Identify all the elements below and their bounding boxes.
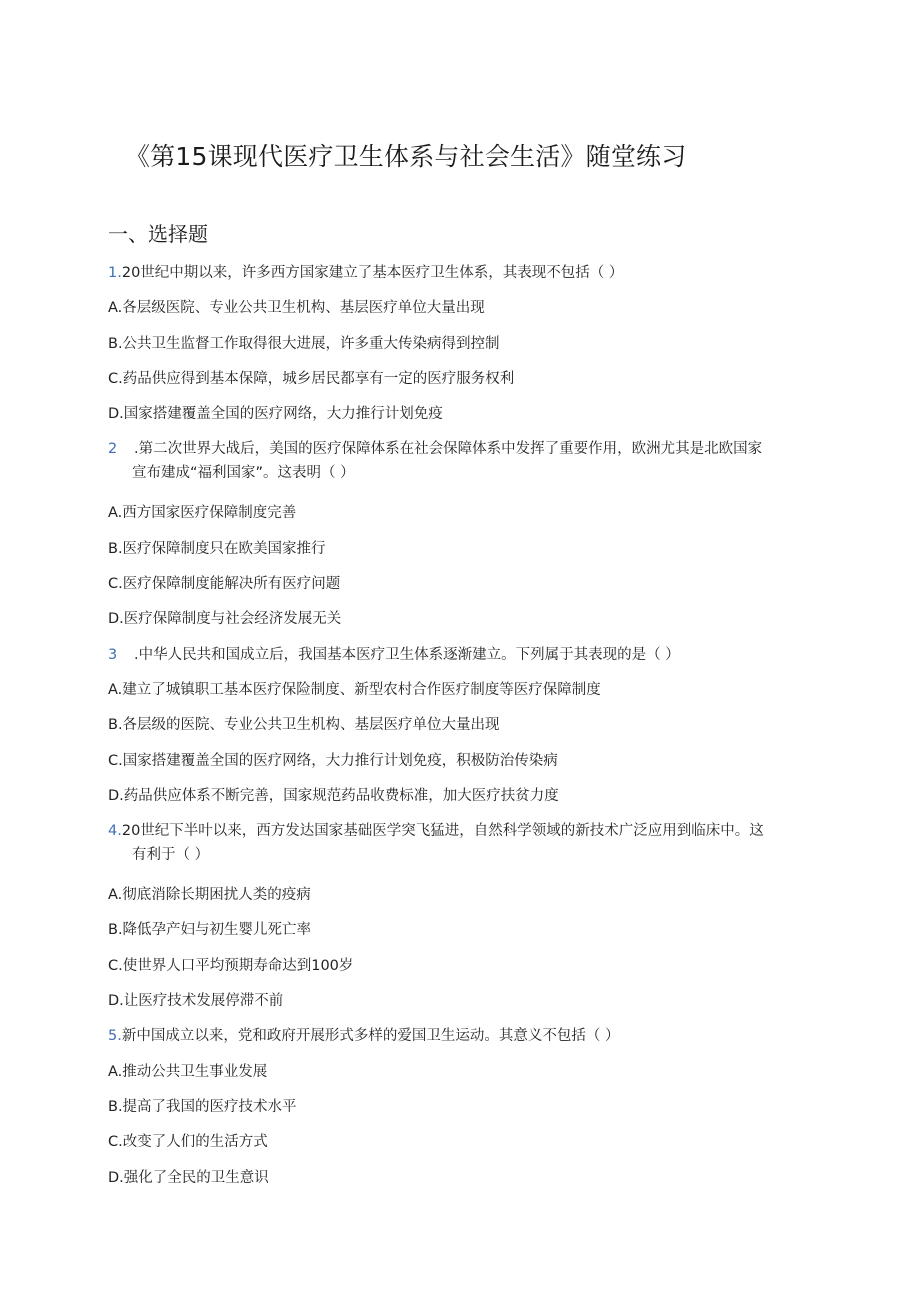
question-text: 新中国成立以来，党和政府开展形式多样的爱国卫生运动。其意义不包括（ ） [121,1028,620,1045]
page-title: 《第15课现代医疗卫生体系与社会生活》随堂练习 [125,142,687,171]
question-text: 20世纪中期以来，许多西方国家建立了基本医疗卫生体系，其表现不包括（ ） [121,265,624,281]
question-number: 5. [108,1028,122,1045]
option-c: C.改变了人们的生活方式 [108,1134,268,1151]
option-a: A.推动公共卫生事业发展 [108,1063,268,1080]
question-2 [108,437,808,501]
option-d: D.强化了全民的卫生意识 [108,1169,269,1186]
option-a: A.建立了城镇职工基本医疗保险制度、新型农村合作医疗制度等医疗保障制度 [108,681,601,698]
question-4 [108,819,808,883]
question-text: .第二次世界大战后，美国的医疗保障体系在社会保障体系中发挥了重要作用，欧洲尤其是北欧国家 [134,441,763,458]
option-a: A.各层级医院、专业公共卫生机构、基层医疗单位大量出现 [108,300,485,317]
question-text: .中华人民共和国成立后，我国基本医疗卫生体系逐渐建立。下列属于其表现的是（ ） [134,646,680,663]
question-number: 3 [108,646,118,663]
option-a: A.彻底消除长期困扰人类的疫病 [108,887,311,904]
option-d: D.医疗保障制度与社会经济发展无关 [108,611,342,628]
option-d: D.药品供应体系不断完善，国家规范药品收费标准，加大医疗扶贫力度 [108,787,559,804]
question-1 [108,261,808,296]
option-b: B.公共卫生监督工作取得很大进展，许多重大传染病得到控制 [108,335,500,352]
question-number: 2 [108,441,118,458]
option-c: C.使世界人口平均预期寿命达到100岁 [108,957,354,974]
question-list [108,261,808,1201]
question-3 [108,643,808,678]
question-text: 20世纪下半叶以来，西方发达国家基础医学突飞猛进，自然科学领域的新技术广泛应用到临床中。这 [121,823,764,840]
option-d: D.国家搭建覆盖全国的医疗网络，大力推行计划免疫 [108,406,443,423]
option-b: B.提高了我国的医疗技术水平 [108,1098,297,1115]
question-number: 4. [108,823,122,840]
option-d: D.让医疗技术发展停滞不前 [108,993,284,1010]
option-c: C.医疗保障制度能解决所有医疗问题 [108,576,341,593]
question-text-continued: 有利于（ ） [132,847,210,864]
question-number: 1. [108,265,122,281]
option-c: C.国家搭建覆盖全国的医疗网络，大力推行计划免疫，积极防治传染病 [108,752,558,769]
option-c: C.药品供应得到基本保障，城乡居民都享有一定的医疗服务权利 [108,370,515,387]
section-heading: 一、选择题 [108,222,208,246]
option-a: A.西方国家医疗保障制度完善 [108,505,297,522]
option-b: B.医疗保障制度只在欧美国家推行 [108,540,326,557]
question-text-continued: 宣布建成“福利国家”。这表明（ ） [132,465,355,482]
option-b: B.各层级的医院、专业公共卫生机构、基层医疗单位大量出现 [108,717,500,734]
question-5 [108,1024,808,1059]
option-b: B.降低孕产妇与初生婴儿死亡率 [108,922,312,939]
